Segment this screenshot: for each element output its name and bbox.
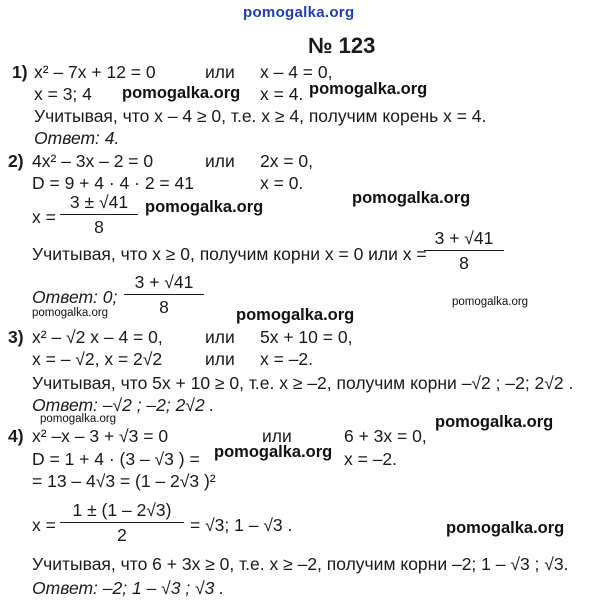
problem-3-right-eq: 5x + 10 = 0,	[260, 327, 353, 347]
problem-2-note-fraction	[424, 228, 504, 273]
problem-3-right-root: x = –2.	[260, 349, 314, 369]
problem-1-equation: x² – 7x + 12 = 0	[34, 62, 156, 82]
problem-1-number: 1)	[12, 62, 28, 82]
problem-3-note: Учитывая, что 5x + 10 ≥ 0, т.е. x ≥ –2, получим корни –√2 ; –2; 2√2 .	[32, 373, 574, 393]
problem-4-roots-fraction	[60, 500, 184, 545]
fraction-denominator: 2	[117, 525, 127, 546]
watermark: pomogalka.org	[122, 84, 241, 102]
problem-4-result: = √3; 1 – √3 .	[190, 515, 293, 535]
problem-2-equation: 4x² – 3x – 2 = 0	[32, 151, 154, 171]
problem-4-note: Учитывая, что 6 + 3x ≥ 0, т.е. x ≥ –2, получим корни –2; 1 – √3 ; √3.	[32, 554, 569, 574]
problem-4-discriminant: D = 1 + 4 · (3 – √3 ) =	[32, 449, 200, 469]
problem-title: № 123	[308, 33, 376, 58]
problem-3-roots: x = – √2, x = 2√2	[32, 349, 163, 369]
fraction-numerator: 1 ± (1 – 2√3)	[72, 500, 172, 520]
fraction-bar	[424, 250, 504, 251]
fraction-bar	[60, 214, 138, 215]
problem-4-discriminant-simplified: = 13 – 4√3 = (1 – 2√3 )²	[32, 471, 216, 491]
problem-2-x-equals: x =	[32, 207, 56, 227]
problem-1-note: Учитывая, что x – 4 ≥ 0, т.е. x ≥ 4, получим корень x = 4.	[34, 106, 487, 126]
fraction-numerator: 3 ± √41	[69, 192, 129, 212]
problem-1-right-eq: x – 4 = 0,	[260, 62, 333, 82]
fraction-bar	[124, 294, 204, 295]
problem-3-or-2: или	[205, 349, 235, 369]
problem-2-discriminant: D = 9 + 4 · 4 · 2 = 41	[32, 173, 194, 193]
watermark: pomogalka.org	[309, 80, 428, 98]
problem-1-roots: x = 3; 4	[34, 84, 92, 104]
problem-4-number: 4)	[8, 426, 24, 446]
fraction-numerator: 3 + √41	[134, 272, 194, 292]
problem-2-answer-fraction	[124, 272, 204, 317]
watermark: pomogalka.org	[32, 307, 109, 319]
problem-1-or: или	[205, 62, 235, 82]
problem-2-or: или	[205, 151, 235, 171]
problem-1-right-root: x = 4.	[260, 84, 304, 104]
fraction-denominator: 8	[459, 253, 469, 274]
problem-4-equation: x² –x – 3 + √3 = 0	[32, 426, 169, 446]
fraction-denominator: 8	[159, 297, 169, 318]
problem-4-right-eq: 6 + 3x = 0,	[344, 426, 427, 446]
watermark: pomogalka.org	[236, 306, 355, 324]
problem-4-or: или	[262, 426, 292, 446]
watermark: pomogalka.org	[214, 443, 333, 461]
watermark: pomogalka.org	[435, 413, 554, 431]
problem-2-note: Учитывая, что x ≥ 0, получим корни x = 0 или x =	[32, 244, 427, 264]
problem-2-right-root: x = 0.	[260, 173, 304, 193]
problem-4-answer: Ответ: –2; 1 – √3 ; √3 .	[32, 578, 225, 598]
problem-4-x-equals: x =	[32, 515, 56, 535]
problem-1-answer: Ответ: 4.	[34, 128, 120, 148]
problem-4-right-root: x = –2.	[344, 449, 398, 469]
fraction-denominator: 8	[94, 217, 104, 238]
problem-3-or: или	[205, 327, 235, 347]
problem-2-number: 2)	[8, 151, 24, 171]
problem-3-answer: Ответ: –√2 ; –2; 2√2 .	[32, 395, 215, 415]
problem-2-roots-fraction	[60, 192, 138, 237]
watermark: pomogalka.org	[446, 519, 565, 537]
watermark: pomogalka.org	[352, 189, 471, 207]
problem-2-right-eq: 2x = 0,	[260, 151, 314, 171]
problem-2-answer: Ответ: 0;	[32, 287, 118, 307]
watermark: pomogalka.org	[145, 198, 264, 216]
problem-3-number: 3)	[8, 327, 24, 347]
top-watermark: pomogalka.org	[243, 4, 355, 21]
problem-3-equation: x² – √2 x – 4 = 0,	[32, 327, 163, 347]
watermark: pomogalka.org	[452, 296, 529, 308]
fraction-numerator: 3 + √41	[434, 228, 494, 248]
watermark: pomogalka.org	[40, 413, 117, 425]
fraction-bar	[60, 522, 184, 523]
